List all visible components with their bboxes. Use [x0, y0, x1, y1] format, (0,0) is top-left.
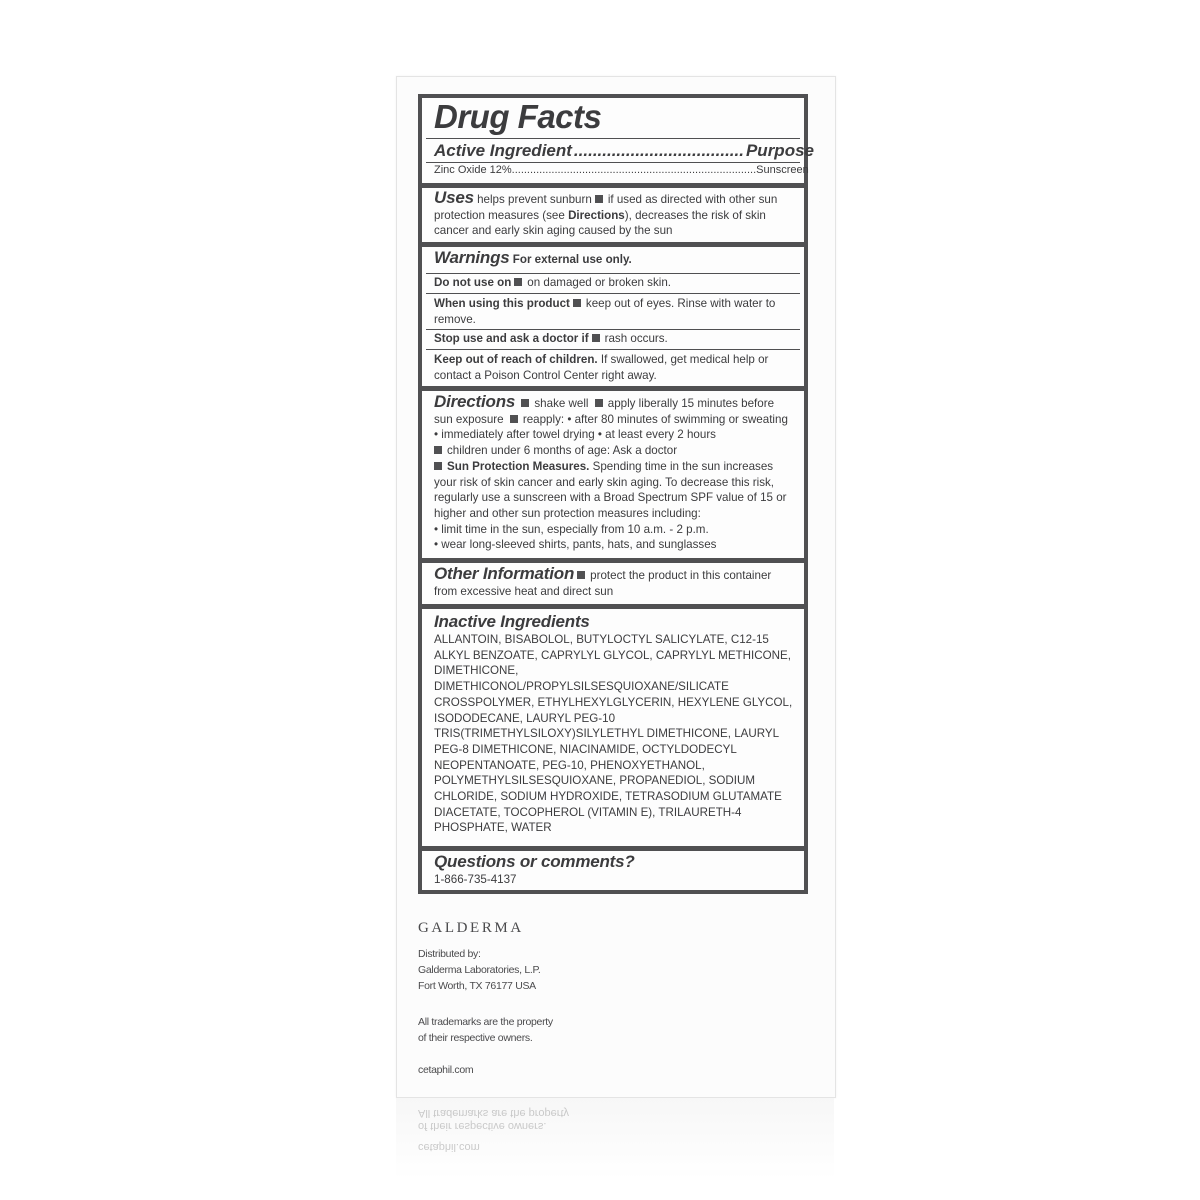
- leader-dots: ....................................: [573, 141, 744, 160]
- drug-facts-panel: [418, 94, 814, 894]
- reflection-text: of their respective owners.: [418, 1120, 547, 1132]
- directions-text: shake well: [534, 397, 589, 410]
- stop-use-row: [426, 331, 800, 347]
- warnings-heading-row: [426, 250, 800, 268]
- section-bar: [422, 386, 804, 391]
- bullet-square-icon: [592, 334, 600, 342]
- other-info-section: [426, 566, 800, 599]
- company-address: Fort Worth, TX 76177 USA: [418, 980, 536, 992]
- bullet-square-icon: [510, 415, 518, 423]
- section-bar: [422, 846, 804, 851]
- directions-reference: Directions: [568, 208, 625, 222]
- phone-number: 1-866-735-4137: [434, 873, 517, 886]
- do-not-use-text: on damaged or broken skin.: [527, 276, 672, 289]
- reflection-text: All trademarks are the property: [418, 1107, 570, 1119]
- purpose-label: Purpose: [745, 141, 814, 160]
- section-bar: [422, 183, 804, 188]
- box-reflection: [396, 1098, 834, 1200]
- bullet-square-icon: [514, 278, 522, 286]
- bullet-square-icon: [573, 299, 581, 307]
- when-using-text: keep out of eyes. Rinse with water to remove.: [434, 297, 776, 326]
- brand-logo: GALDERMA: [418, 920, 524, 936]
- uses-text: if used as directed with other sun protection measures (see: [434, 193, 778, 222]
- divider: [426, 273, 800, 274]
- divider: [426, 349, 800, 350]
- directions-text: Spending time in the sun increases your risk of skin cancer and early skin aging. To decrease this risk, regularly use a sunscreen with a Broad Spectrum SPF value of 15 or higher and other sun protection measures including:: [434, 459, 787, 520]
- ingredient-purpose: Sunscreen: [756, 164, 809, 176]
- external-use-text: For external use only.: [512, 253, 632, 266]
- other-info-heading: Other Information: [434, 564, 575, 583]
- active-ingredient-row: [426, 140, 814, 162]
- directions-text: children under 6 months of age: Ask a doctor: [447, 444, 678, 458]
- divider: [426, 138, 800, 139]
- drug-facts-header: [426, 98, 800, 136]
- inactive-heading: Inactive Ingredients: [434, 612, 590, 631]
- warnings-heading: Warnings: [434, 248, 510, 267]
- questions-heading: Questions or comments?: [434, 852, 635, 871]
- trademark-line: All trademarks are the property: [418, 1016, 553, 1028]
- uses-text: ), decreases the risk of skin cancer and early skin aging caused by the sun: [434, 208, 766, 238]
- drug-facts-title: Drug Facts: [434, 98, 602, 135]
- uses-text: helps prevent sunburn: [477, 193, 592, 206]
- website: cetaphil.com: [418, 1064, 474, 1076]
- uses-section: [426, 190, 800, 239]
- divider: [426, 329, 800, 330]
- trademark-line: of their respective owners.: [418, 1032, 533, 1044]
- company-name: Galderma Laboratories, L.P.: [418, 964, 541, 976]
- inactive-section: [426, 612, 800, 836]
- bullet-square-icon: [434, 462, 442, 470]
- bullet-square-icon: [434, 446, 442, 454]
- distributor-info: [418, 946, 540, 994]
- directions-section: [426, 394, 800, 553]
- directions-heading: Directions: [434, 392, 516, 411]
- ingredient-row: [426, 163, 809, 179]
- reflection-text: cetaphil.com: [418, 1141, 480, 1153]
- when-using-label: When using this product: [434, 297, 570, 310]
- other-info-text: protect the product in this container from excessive heat and direct sun: [434, 569, 772, 598]
- directions-text: reapply:: [522, 412, 565, 426]
- do-not-use-label: Do not use on: [434, 276, 512, 289]
- directions-bullet: • wear long-sleeved shirts, pants, hats, and sunglasses: [434, 538, 717, 552]
- bullet-square-icon: [521, 399, 529, 407]
- section-bar: [422, 558, 804, 563]
- section-bar: [422, 242, 804, 247]
- divider: [426, 293, 800, 294]
- bullet-square-icon: [577, 571, 585, 579]
- bullet-square-icon: [595, 399, 603, 407]
- bullet-square-icon: [595, 195, 603, 203]
- leader-dots: ................................................................................: [511, 164, 757, 176]
- ingredient-name: Zinc Oxide 12%: [434, 164, 512, 176]
- keep-out-row: [426, 352, 800, 383]
- keep-out-label: Keep out of reach of children.: [434, 353, 598, 366]
- do-not-use-row: [426, 275, 800, 291]
- uses-heading: Uses: [434, 188, 474, 207]
- sun-protection-label: Sun Protection Measures.: [447, 459, 590, 473]
- section-bar: [422, 604, 804, 609]
- trademark-notice: [418, 1014, 553, 1046]
- directions-text: apply liberally 15 minutes before sun exposure: [434, 397, 775, 426]
- inactive-text: ALLANTOIN, BISABOLOL, BUTYLOCTYL SALICYLATE, C12-15 ALKYL BENZOATE, CAPRYLYL GLYCOL, CAPRYLYL METHICONE, DIMETHICONE, DIMETHICONOL/PROPYLSILSESQUIOXANE/SILICATE CROSSPOLYMER, ETHYLHEXYLGLYCERIN, HEXYLENE GLYCOL, ISODODECANE, LAURYL PEG-10 TRIS(TRIMETHYLSILOXY)SILYLETHYL DIMETHICONE, LAURYL PEG-8 DIMETHICONE, NIACINAMIDE, OCTYLDODECYL NEOPENTANOATE, PEG-10, PHENOXYETHANOL, POLYMETHYLSILSESQUIOXANE, PROPANEDIOL, SODIUM CHLORIDE, SODIUM HYDROXIDE, TETRASODIUM GLUTAMATE DIACETATE, TOCOPHEROL (VITAMIN E), TRILAURETH-4 PHOSPHATE, WATER: [434, 633, 793, 835]
- directions-bullet: • limit time in the sun, especially from 10 a.m. - 2 p.m.: [434, 522, 709, 536]
- when-using-row: [426, 296, 800, 327]
- stop-use-text: rash occurs.: [604, 332, 668, 345]
- active-ingredient-label: Active Ingredient: [434, 141, 572, 160]
- stop-use-label: Stop use and ask a doctor if: [434, 332, 589, 345]
- questions-section: [426, 852, 800, 888]
- distributed-by-label: Distributed by:: [418, 948, 481, 960]
- keep-out-text: If swallowed, get medical help or contact a Poison Control Center right away.: [434, 353, 769, 382]
- directions-text: • after 80 minutes of swimming or sweating • immediately after towel drying • at least every 2 hours: [434, 412, 788, 442]
